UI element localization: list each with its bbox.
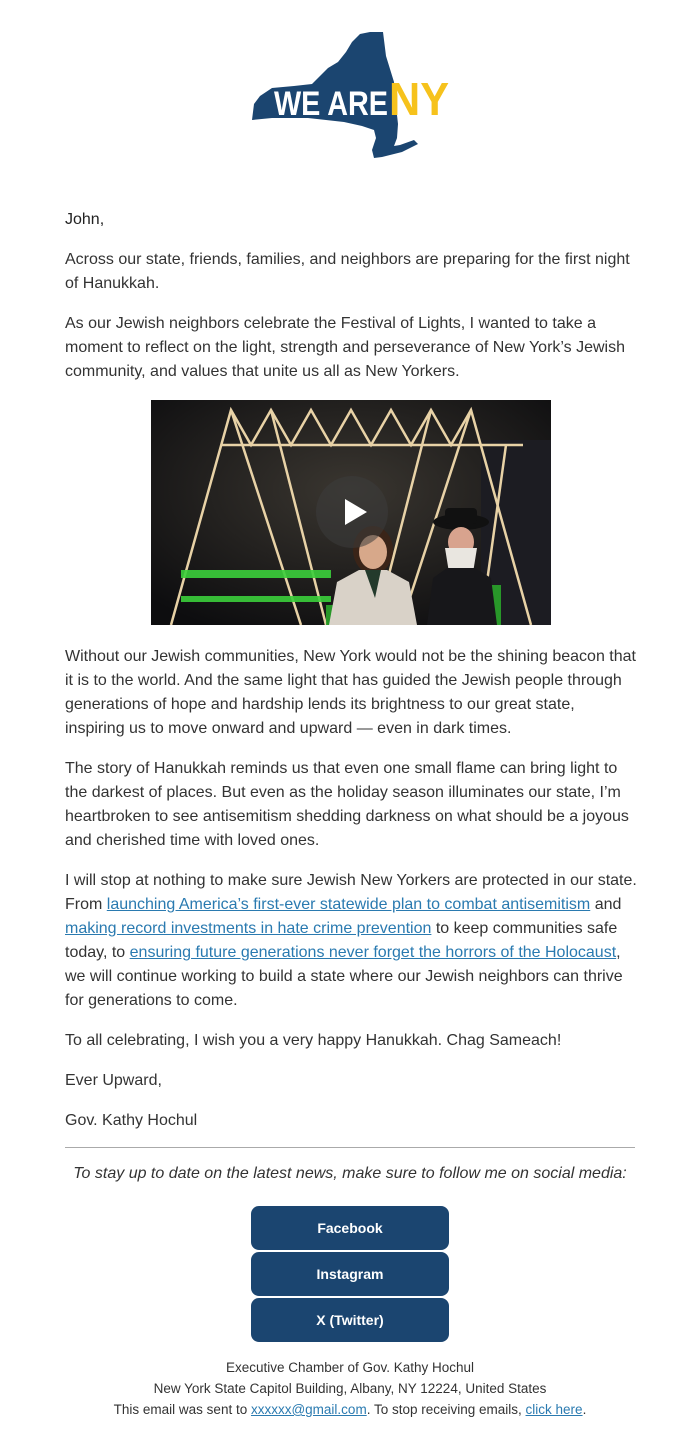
email-body: [65, 208, 637, 1149]
footer-org-name: Executive Chamber of Gov. Kathy Hochul: [225, 1360, 475, 1375]
signature: Gov. Kathy Hochul: [65, 1112, 198, 1129]
social-cta: To stay up to date on the latest news, make sure to follow me on social media:: [73, 1165, 627, 1182]
paragraph-hanukkah-story: The story of Hanukkah reminds us that even one small flame can bring light to the darkest of places. But even as the holiday season illuminates our state, I’m heartbroken to see antisemitism shedding darkness on what should be a joyous and cherished time with loved ones.: [65, 760, 629, 849]
paragraph-wishes: To all celebrating, I wish you a very happy Hanukkah. Chag Sameach!: [65, 1032, 562, 1049]
footer: [0, 1357, 700, 1420]
text-segment: . To stop receiving emails,: [366, 1402, 526, 1417]
text-segment: , we will continue working to build a state where our Jewish neighbors can thrive for generations to come.: [65, 944, 623, 1009]
instagram-button[interactable]: Instagram: [251, 1252, 449, 1296]
paragraph-commitment: [65, 869, 637, 1013]
paragraph-beacon: Without our Jewish communities, New York would not be the shining beacon that it is to the world. And the same light that has guided the Jewish people through generations of hope and hardship lends its brightness to our great state, inspiring us to move onward and upward — even in dark times.: [65, 648, 636, 737]
footer-recipient-line: [0, 1399, 700, 1420]
logo-text-ny: NY: [389, 73, 449, 125]
greeting: John,: [65, 211, 105, 228]
x-twitter-button[interactable]: X (Twitter): [251, 1298, 449, 1342]
we-are-ny-logo: [248, 26, 452, 162]
text-segment: to keep communities safe today, to: [65, 920, 618, 961]
closing: Ever Upward,: [65, 1072, 162, 1089]
footer-address: New York State Capitol Building, Albany, NY 12224, United States: [153, 1381, 547, 1396]
divider: [65, 1147, 635, 1148]
text-segment: I will stop at nothing to make sure Jewish New Yorkers are protected in our state. From: [65, 872, 637, 913]
link-hate-crime-prevention[interactable]: making record investments in hate crime prevention: [65, 920, 432, 937]
text-segment: .: [582, 1402, 587, 1417]
link-holocaust-education[interactable]: ensuring future generations never forget the horrors of the Holocaust: [129, 944, 617, 961]
play-icon[interactable]: [316, 476, 388, 548]
ny-state-map-icon: [248, 26, 452, 162]
text-segment: This email was sent to: [113, 1402, 251, 1417]
logo-text-we-are: WE ARE: [274, 85, 388, 123]
video-thumbnail[interactable]: [151, 400, 551, 625]
link-antisemitism-plan[interactable]: launching America’s first-ever statewide plan to combat antisemitism: [106, 896, 591, 913]
paragraph-intro: Across our state, friends, families, and neighbors are preparing for the first night of Hanukkah.: [65, 251, 630, 292]
facebook-button[interactable]: Facebook: [251, 1206, 449, 1250]
unsubscribe-link[interactable]: click here: [525, 1402, 583, 1417]
paragraph-festival: As our Jewish neighbors celebrate the Festival of Lights, I wanted to take a moment to reflect on the light, strength and perseverance of New York’s Jewish community, and values that unite us all as New Yorkers.: [65, 315, 626, 380]
text-segment: and: [590, 896, 622, 913]
recipient-email-link[interactable]: xxxxxx@gmail.com: [250, 1402, 367, 1417]
